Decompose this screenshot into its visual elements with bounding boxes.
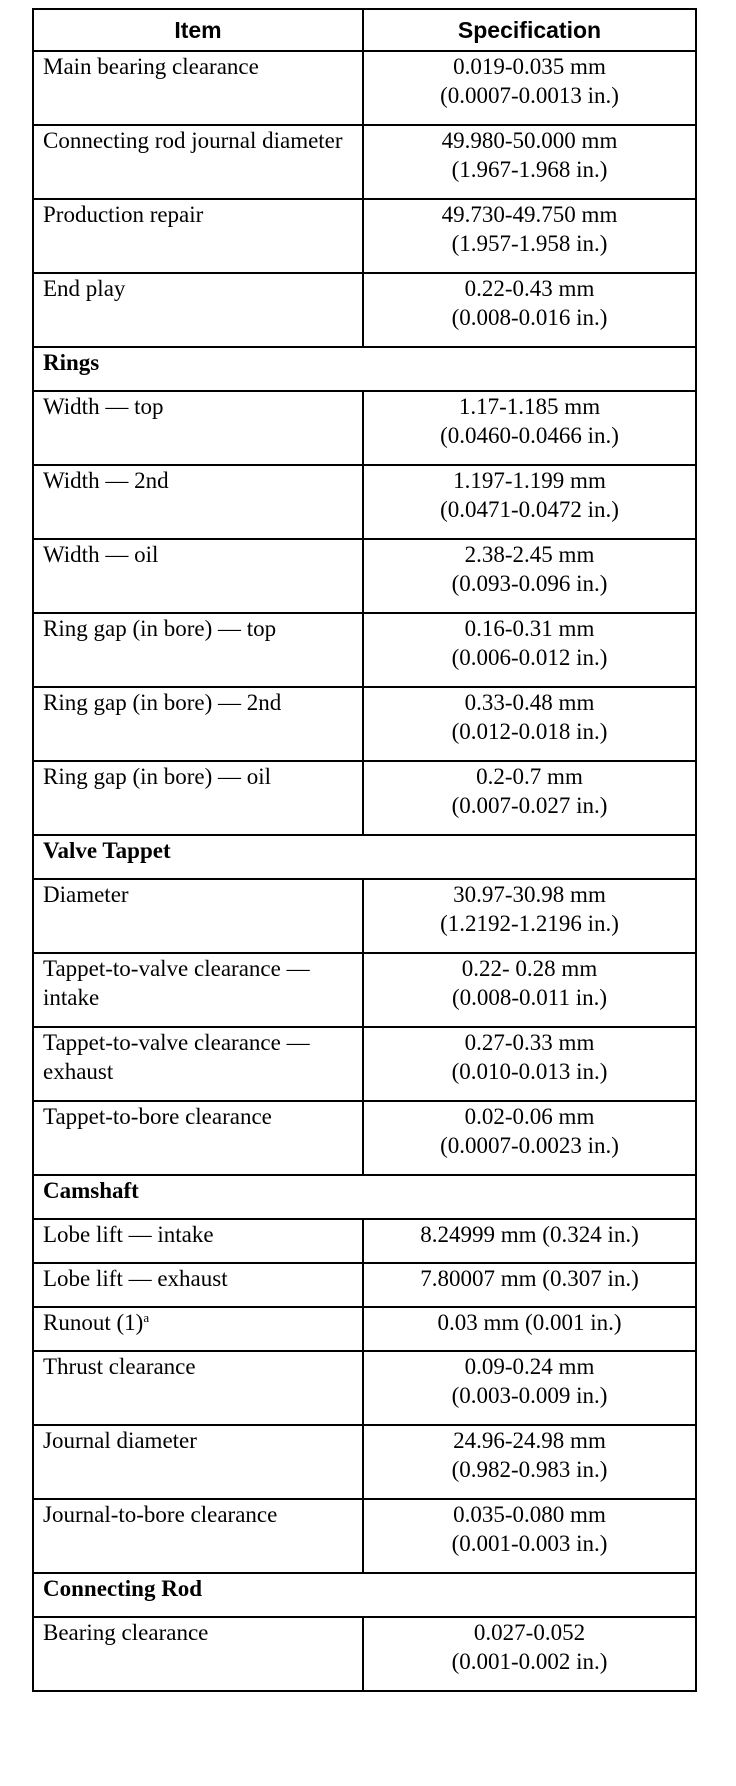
item-label: Tappet-to-valve clearance — exhaust bbox=[43, 1030, 310, 1084]
spec-cell bbox=[363, 879, 696, 953]
table-row bbox=[33, 1263, 696, 1307]
section-title: Connecting Rod bbox=[33, 1573, 696, 1617]
item-cell bbox=[33, 391, 363, 465]
item-label: Width — 2nd bbox=[43, 468, 169, 493]
metric-value: 0.27-0.33 mm bbox=[464, 1030, 595, 1055]
imperial-value: (0.982-0.983 in.) bbox=[451, 1457, 608, 1482]
header-row bbox=[33, 9, 696, 51]
item-cell bbox=[33, 1219, 363, 1263]
metric-value: 30.97-30.98 mm bbox=[453, 882, 606, 907]
item-cell bbox=[33, 125, 363, 199]
imperial-value: (0.010-0.013 in.) bbox=[451, 1059, 608, 1084]
item-label: Journal-to-bore clearance bbox=[43, 1502, 278, 1527]
item-cell bbox=[33, 1617, 363, 1691]
spec-table bbox=[32, 8, 697, 1692]
imperial-value: (0.093-0.096 in.) bbox=[451, 571, 608, 596]
item-label: Main bearing clearance bbox=[43, 54, 259, 79]
column-header-item: Item bbox=[33, 9, 363, 51]
imperial-value: (0.001-0.003 in.) bbox=[451, 1531, 608, 1556]
imperial-value: (0.012-0.018 in.) bbox=[451, 719, 608, 744]
spec-cell bbox=[363, 391, 696, 465]
table-row bbox=[33, 1351, 696, 1425]
metric-value: 0.16-0.31 mm bbox=[464, 616, 595, 641]
item-cell bbox=[33, 1307, 363, 1351]
table-row bbox=[33, 1617, 696, 1691]
imperial-value: (0.003-0.009 in.) bbox=[451, 1383, 608, 1408]
spec-cell bbox=[363, 273, 696, 347]
item-cell bbox=[33, 761, 363, 835]
imperial-value: (0.008-0.016 in.) bbox=[451, 305, 608, 330]
spec-value: 8.24999 mm (0.324 in.) bbox=[420, 1222, 639, 1247]
table-row bbox=[33, 199, 696, 273]
table-row bbox=[33, 761, 696, 835]
item-cell bbox=[33, 199, 363, 273]
spec-cell bbox=[363, 1425, 696, 1499]
section-title: Valve Tappet bbox=[33, 835, 696, 879]
spec-cell bbox=[363, 1499, 696, 1573]
item-label: Connecting rod journal diameter bbox=[43, 128, 343, 153]
section-row bbox=[33, 1175, 696, 1219]
item-label: Runout (1) bbox=[43, 1310, 144, 1335]
item-label: Bearing clearance bbox=[43, 1620, 209, 1645]
imperial-value: (1.2192-1.2196 in.) bbox=[440, 911, 619, 936]
item-cell bbox=[33, 465, 363, 539]
item-cell bbox=[33, 1027, 363, 1101]
spec-cell bbox=[363, 51, 696, 125]
table-row bbox=[33, 1101, 696, 1175]
item-label: Ring gap (in bore) — 2nd bbox=[43, 690, 282, 715]
section-row bbox=[33, 1573, 696, 1617]
item-cell bbox=[33, 1425, 363, 1499]
spec-cell bbox=[363, 1263, 696, 1307]
spec-cell bbox=[363, 539, 696, 613]
item-cell bbox=[33, 273, 363, 347]
section-title: Camshaft bbox=[33, 1175, 696, 1219]
item-cell bbox=[33, 953, 363, 1027]
item-label: Production repair bbox=[43, 202, 204, 227]
item-label: Width — top bbox=[43, 394, 164, 419]
spec-cell bbox=[363, 199, 696, 273]
spec-cell bbox=[363, 1617, 696, 1691]
table-row bbox=[33, 1027, 696, 1101]
spec-cell bbox=[363, 613, 696, 687]
metric-value: 0.22-0.43 mm bbox=[464, 276, 595, 301]
metric-value: 24.96-24.98 mm bbox=[453, 1428, 606, 1453]
table-row bbox=[33, 125, 696, 199]
imperial-value: (0.006-0.012 in.) bbox=[451, 645, 608, 670]
table-row bbox=[33, 1307, 696, 1351]
table-row bbox=[33, 879, 696, 953]
table-row bbox=[33, 539, 696, 613]
table-row bbox=[33, 687, 696, 761]
section-title: Rings bbox=[33, 347, 696, 391]
item-label: Thrust clearance bbox=[43, 1354, 196, 1379]
imperial-value: (1.967-1.968 in.) bbox=[451, 157, 608, 182]
section-row bbox=[33, 835, 696, 879]
item-label: Lobe lift — exhaust bbox=[43, 1266, 228, 1291]
spec-cell bbox=[363, 1027, 696, 1101]
imperial-value: (0.007-0.027 in.) bbox=[451, 793, 608, 818]
column-header-specification: Specification bbox=[363, 9, 696, 51]
spec-cell bbox=[363, 953, 696, 1027]
imperial-value: (0.0460-0.0466 in.) bbox=[440, 423, 619, 448]
metric-value: 0.027-0.052 bbox=[473, 1620, 586, 1645]
imperial-value: (0.001-0.002 in.) bbox=[451, 1649, 608, 1674]
item-cell bbox=[33, 539, 363, 613]
table-row bbox=[33, 613, 696, 687]
spec-cell bbox=[363, 687, 696, 761]
metric-value: 0.02-0.06 mm bbox=[464, 1104, 595, 1129]
spec-cell bbox=[363, 761, 696, 835]
imperial-value: (0.0007-0.0013 in.) bbox=[440, 83, 619, 108]
metric-value: 0.33-0.48 mm bbox=[464, 690, 595, 715]
item-label: Tappet-to-bore clearance bbox=[43, 1104, 272, 1129]
item-label: Ring gap (in bore) — oil bbox=[43, 764, 272, 789]
table-row bbox=[33, 1499, 696, 1573]
item-cell bbox=[33, 1101, 363, 1175]
table-row bbox=[33, 51, 696, 125]
spec-cell bbox=[363, 1307, 696, 1351]
item-cell bbox=[33, 1499, 363, 1573]
table-row bbox=[33, 953, 696, 1027]
spec-value: 0.03 mm (0.001 in.) bbox=[437, 1310, 622, 1335]
spec-cell bbox=[363, 125, 696, 199]
item-cell bbox=[33, 1263, 363, 1307]
imperial-value: (0.0007-0.0023 in.) bbox=[440, 1133, 619, 1158]
item-label: Journal diameter bbox=[43, 1428, 197, 1453]
footnote-marker: a bbox=[143, 1310, 150, 1325]
metric-value: 0.2-0.7 mm bbox=[476, 764, 583, 789]
spec-cell bbox=[363, 1351, 696, 1425]
metric-value: 0.035-0.080 mm bbox=[453, 1502, 606, 1527]
item-cell bbox=[33, 1351, 363, 1425]
spec-cell bbox=[363, 1101, 696, 1175]
metric-value: 2.38-2.45 mm bbox=[464, 542, 595, 567]
table-row bbox=[33, 465, 696, 539]
table-row bbox=[33, 1219, 696, 1263]
spec-cell bbox=[363, 1219, 696, 1263]
metric-value: 49.980-50.000 mm bbox=[441, 128, 618, 153]
table-row bbox=[33, 391, 696, 465]
spec-value: 7.80007 mm (0.307 in.) bbox=[420, 1266, 639, 1291]
imperial-value: (0.008-0.011 in.) bbox=[451, 985, 607, 1010]
table-row bbox=[33, 1425, 696, 1499]
metric-value: 0.09-0.24 mm bbox=[464, 1354, 595, 1379]
item-label: Ring gap (in bore) — top bbox=[43, 616, 277, 641]
item-label: Diameter bbox=[43, 882, 129, 907]
imperial-value: (0.0471-0.0472 in.) bbox=[440, 497, 619, 522]
spec-cell bbox=[363, 465, 696, 539]
metric-value: 0.22- 0.28 mm bbox=[461, 956, 598, 981]
item-label: Lobe lift — intake bbox=[43, 1222, 214, 1247]
item-label: End play bbox=[43, 276, 126, 301]
item-label: Tappet-to-valve clearance — intake bbox=[43, 956, 310, 1010]
item-label: Width — oil bbox=[43, 542, 159, 567]
table-row bbox=[33, 273, 696, 347]
metric-value: 1.197-1.199 mm bbox=[453, 468, 606, 493]
item-cell bbox=[33, 879, 363, 953]
item-cell bbox=[33, 613, 363, 687]
metric-value: 1.17-1.185 mm bbox=[458, 394, 601, 419]
imperial-value: (1.957-1.958 in.) bbox=[451, 231, 608, 256]
item-cell bbox=[33, 687, 363, 761]
metric-value: 49.730-49.750 mm bbox=[441, 202, 618, 227]
item-cell bbox=[33, 51, 363, 125]
metric-value: 0.019-0.035 mm bbox=[453, 54, 606, 79]
section-row bbox=[33, 347, 696, 391]
